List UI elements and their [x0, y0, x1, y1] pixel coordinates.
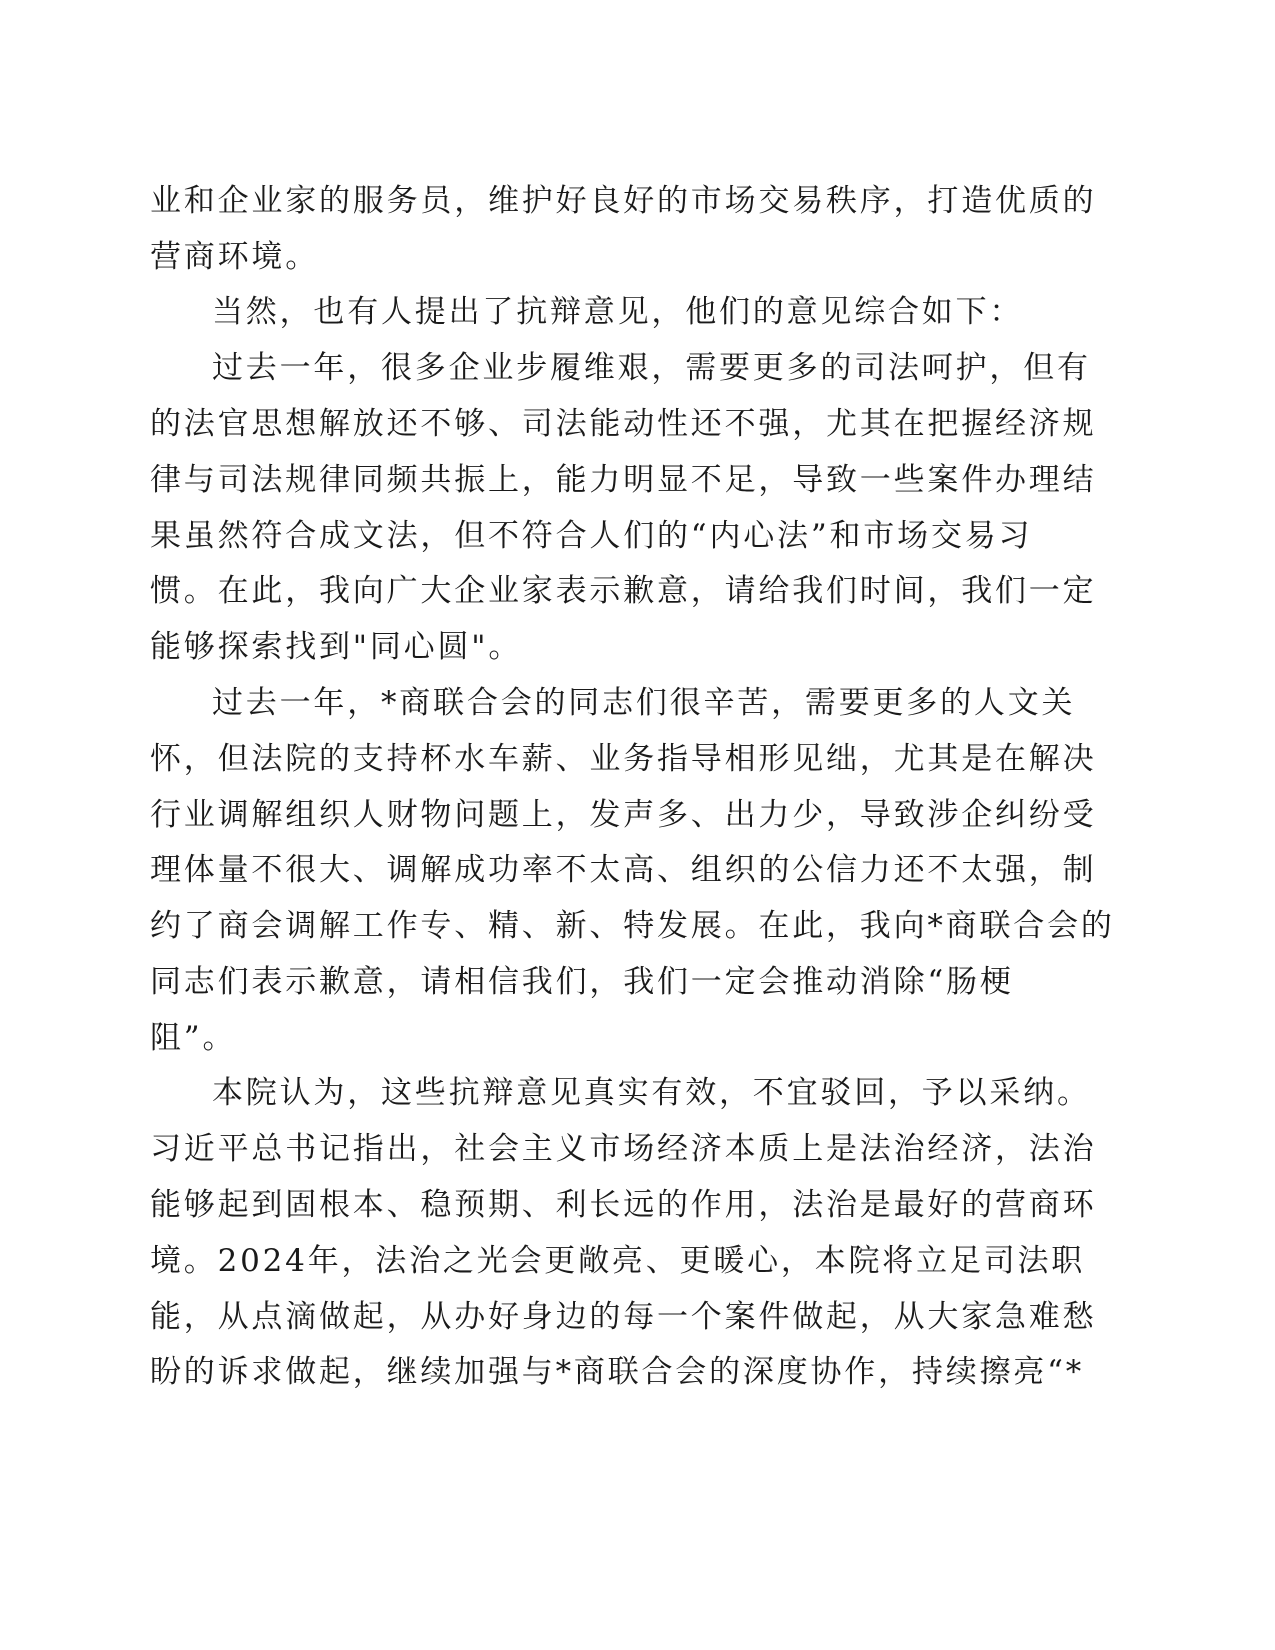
text-line: 盼的诉求做起，继续加强与*商联合会的深度协作，持续擦亮“*	[150, 1354, 1085, 1390]
text-line: 律与司法规律同频共振上，能力明显不足，导致一些案件办理结	[150, 462, 1097, 498]
text-line: 果虽然符合成文法，但不符合人们的“内心法”和市场交易习	[150, 518, 1033, 554]
text-line: 阻”。	[150, 1020, 237, 1056]
paragraph-first-line: 过去一年，很多企业步履维艰，需要更多的司法呵护，但有	[212, 350, 1091, 386]
text-line: 习近平总书记指出，社会主义市场经济本质上是法治经济，法治	[150, 1131, 1097, 1167]
text-line: 营商环境。	[150, 239, 319, 275]
paragraph-first-line: 当然，也有人提出了抗辩意见，他们的意见综合如下：	[212, 294, 1024, 330]
text-line: 业和企业家的服务员，维护好良好的市场交易秩序，打造优质的	[150, 183, 1097, 219]
text-line: 行业调解组织人财物问题上，发声多、出力少，导致涉企纠纷受	[150, 797, 1097, 833]
text-line: 的法官思想解放还不够、司法能动性还不强，尤其在把握经济规	[150, 406, 1097, 442]
paragraph-first-line: 过去一年，*商联合会的同志们很辛苦，需要更多的人文关	[212, 685, 1076, 721]
paragraph-first-line: 本院认为，这些抗辩意见真实有效，不宜驳回，予以采纳。	[212, 1075, 1091, 1111]
text-line: 能够探索找到"同心圆"。	[150, 629, 523, 665]
text-line: 约了商会调解工作专、精、新、特发展。在此，我向*商联合会的	[150, 908, 1115, 944]
text-line: 怀，但法院的支持杯水车薪、业务指导相形见绌，尤其是在解决	[150, 741, 1097, 777]
text-line: 境。2024年，法治之光会更敞亮、更暖心，本院将立足司法职	[150, 1243, 1086, 1279]
text-line: 能够起到固根本、稳预期、利长远的作用，法治是最好的营商环	[150, 1187, 1097, 1223]
text-line: 同志们表示歉意，请相信我们，我们一定会推动消除“肠梗	[150, 964, 1014, 1000]
text-line: 理体量不很大、调解成功率不太高、组织的公信力还不太强，制	[150, 852, 1097, 888]
text-line: 能，从点滴做起，从办好身边的每一个案件做起，从大家急难愁	[150, 1299, 1097, 1335]
text-line: 惯。在此，我向广大企业家表示歉意，请给我们时间，我们一定	[150, 573, 1097, 609]
